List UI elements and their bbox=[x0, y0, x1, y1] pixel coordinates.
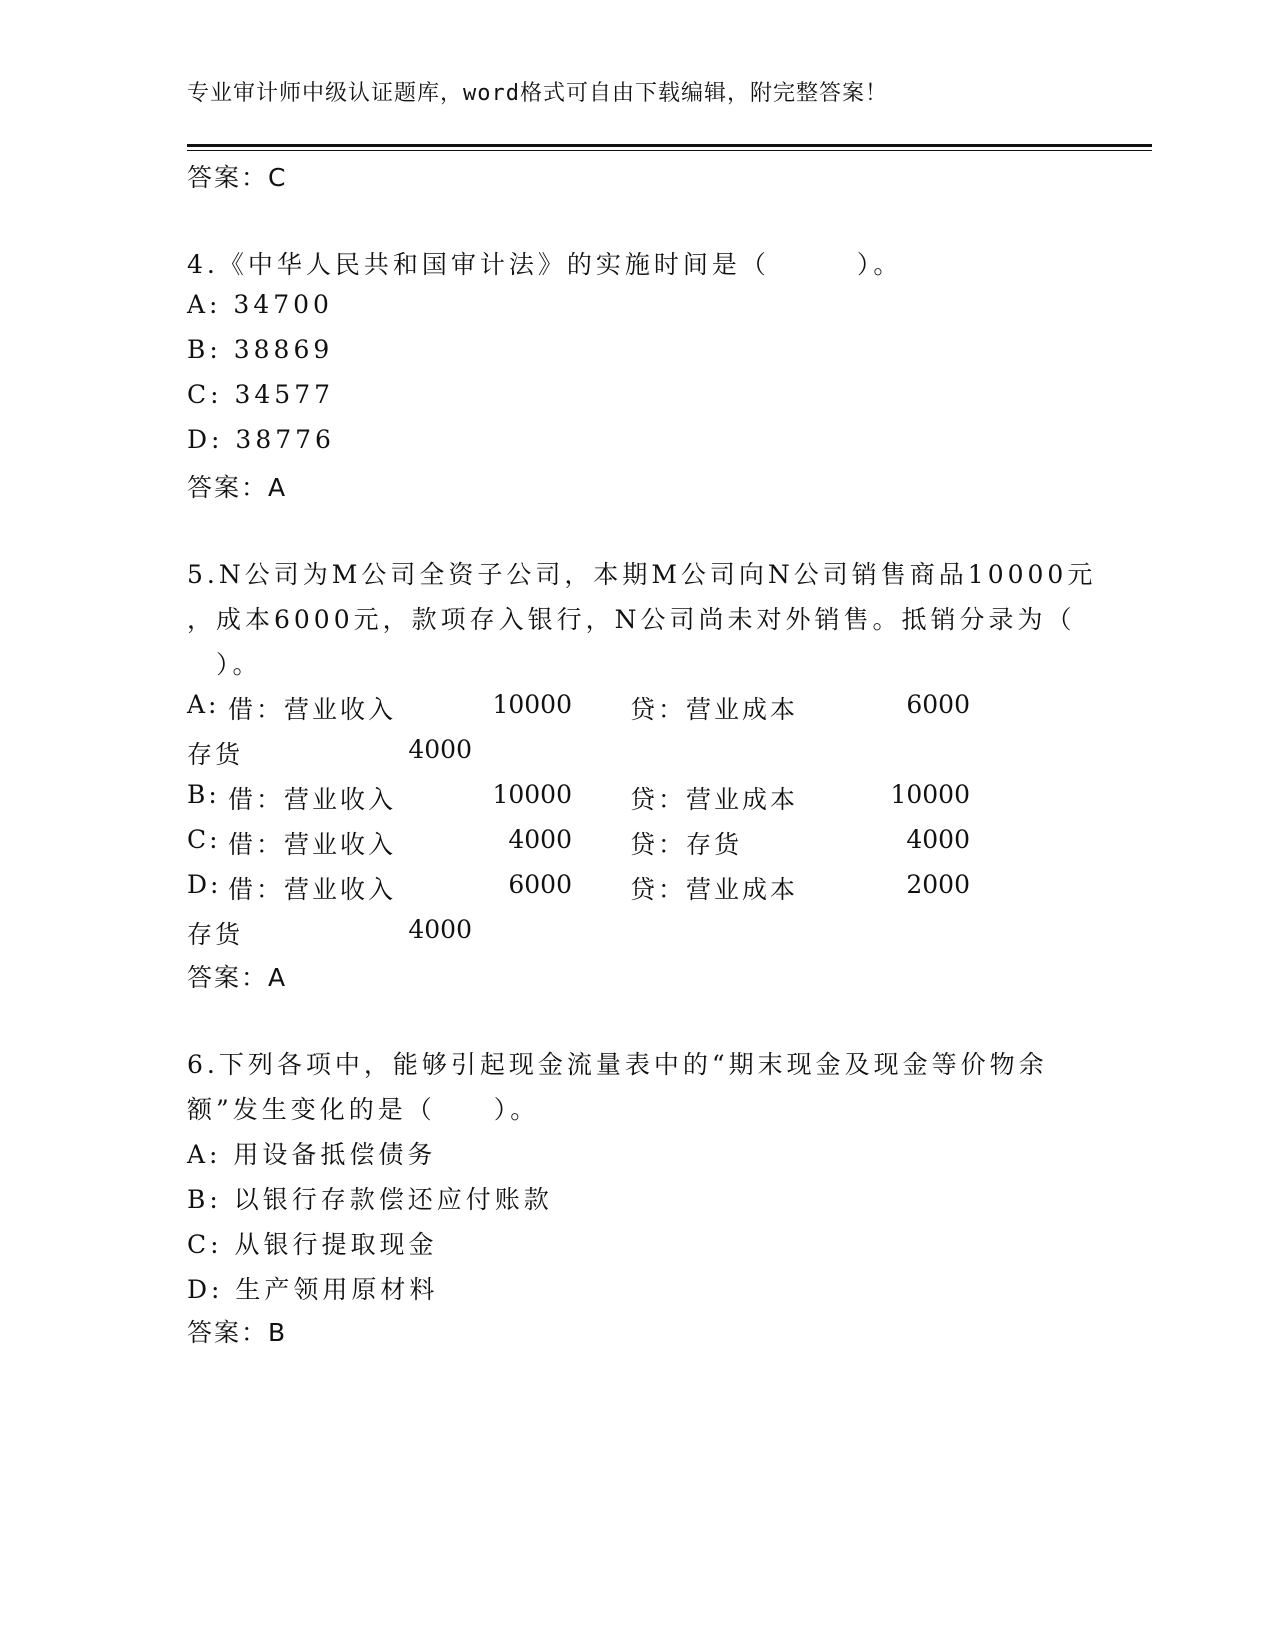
q5-option-b-debit: 借：营业收入 bbox=[228, 785, 397, 814]
q5-option-b-credit-amount: 10000 bbox=[890, 780, 970, 809]
q4-option-b: B: 38869 bbox=[187, 335, 334, 364]
q5-option-c-credit-amount: 4000 bbox=[906, 825, 970, 854]
q4-option-c: C: 34577 bbox=[187, 380, 335, 409]
q5-option-d-credit: 贷：营业成本 bbox=[630, 875, 799, 904]
page-header: 专业审计师中级认证题库，word格式可自由下载编辑，附完整答案！ bbox=[187, 81, 888, 106]
q4-answer: 答案：A bbox=[187, 473, 288, 502]
q5-option-a-extra-account: 存货 bbox=[187, 740, 244, 769]
q4-option-a: A: 34700 bbox=[187, 290, 333, 319]
q5-option-d-extra-amount: 4000 bbox=[408, 915, 472, 944]
q5-option-d-extra-account: 存货 bbox=[187, 920, 244, 949]
q4-stem: 4.《中华人民共和国审计法》的实施时间是（ ）。 bbox=[187, 250, 903, 279]
q5-option-b-debit-amount: 10000 bbox=[492, 780, 572, 809]
q5-option-a-label: A: bbox=[187, 690, 220, 719]
q5-option-a-credit: 贷：营业成本 bbox=[630, 695, 799, 724]
q6-option-d: D: 生产领用原材料 bbox=[187, 1275, 439, 1304]
q5-option-d-credit-amount: 2000 bbox=[906, 870, 970, 899]
q6-option-a: A: 用设备抵偿债务 bbox=[187, 1140, 437, 1169]
q4-option-d: D: 38776 bbox=[187, 425, 335, 454]
q5-option-d-label: D: bbox=[187, 870, 222, 899]
q5-option-c-debit-amount: 4000 bbox=[508, 825, 572, 854]
header-rule-thin bbox=[187, 150, 1152, 151]
q5-option-a-credit-amount: 6000 bbox=[906, 690, 970, 719]
q5-option-c-credit: 贷：存货 bbox=[630, 830, 743, 859]
q5-option-b-label: B: bbox=[187, 780, 220, 809]
q5-option-a-debit-amount: 10000 bbox=[492, 690, 572, 719]
header-rule-thick bbox=[187, 144, 1152, 147]
q5-option-a-debit: 借：营业收入 bbox=[228, 695, 397, 724]
q5-option-b-credit: 贷：营业成本 bbox=[630, 785, 799, 814]
q5-option-d-debit: 借：营业收入 bbox=[228, 875, 397, 904]
q5-option-a-extra-amount: 4000 bbox=[408, 735, 472, 764]
previous-answer: 答案：C bbox=[187, 163, 288, 192]
q5-option-c-label: C: bbox=[187, 825, 221, 854]
q5-option-d-debit-amount: 6000 bbox=[508, 870, 572, 899]
q6-answer: 答案：B bbox=[187, 1318, 288, 1347]
q5-stem-line-2: ，成本6000元，款项存入银行，N公司尚未对外销售。抵销分录为（ bbox=[187, 605, 1076, 634]
q5-stem-line-3: ）。 bbox=[187, 650, 262, 679]
q5-stem-line-1: 5.N公司为M公司全资子公司，本期M公司向N公司销售商品10000元 bbox=[187, 560, 1097, 589]
q6-stem-line-1: 6.下列各项中，能够引起现金流量表中的“期末现金及现金等价物余 bbox=[187, 1050, 1048, 1079]
q6-option-c: C: 从银行提取现金 bbox=[187, 1230, 438, 1259]
q6-option-b: B: 以银行存款偿还应付账款 bbox=[187, 1185, 553, 1214]
q5-option-c-debit: 借：营业收入 bbox=[228, 830, 397, 859]
q5-answer: 答案：A bbox=[187, 963, 288, 992]
q6-stem-line-2: 额”发生变化的是（ ）。 bbox=[187, 1095, 540, 1124]
